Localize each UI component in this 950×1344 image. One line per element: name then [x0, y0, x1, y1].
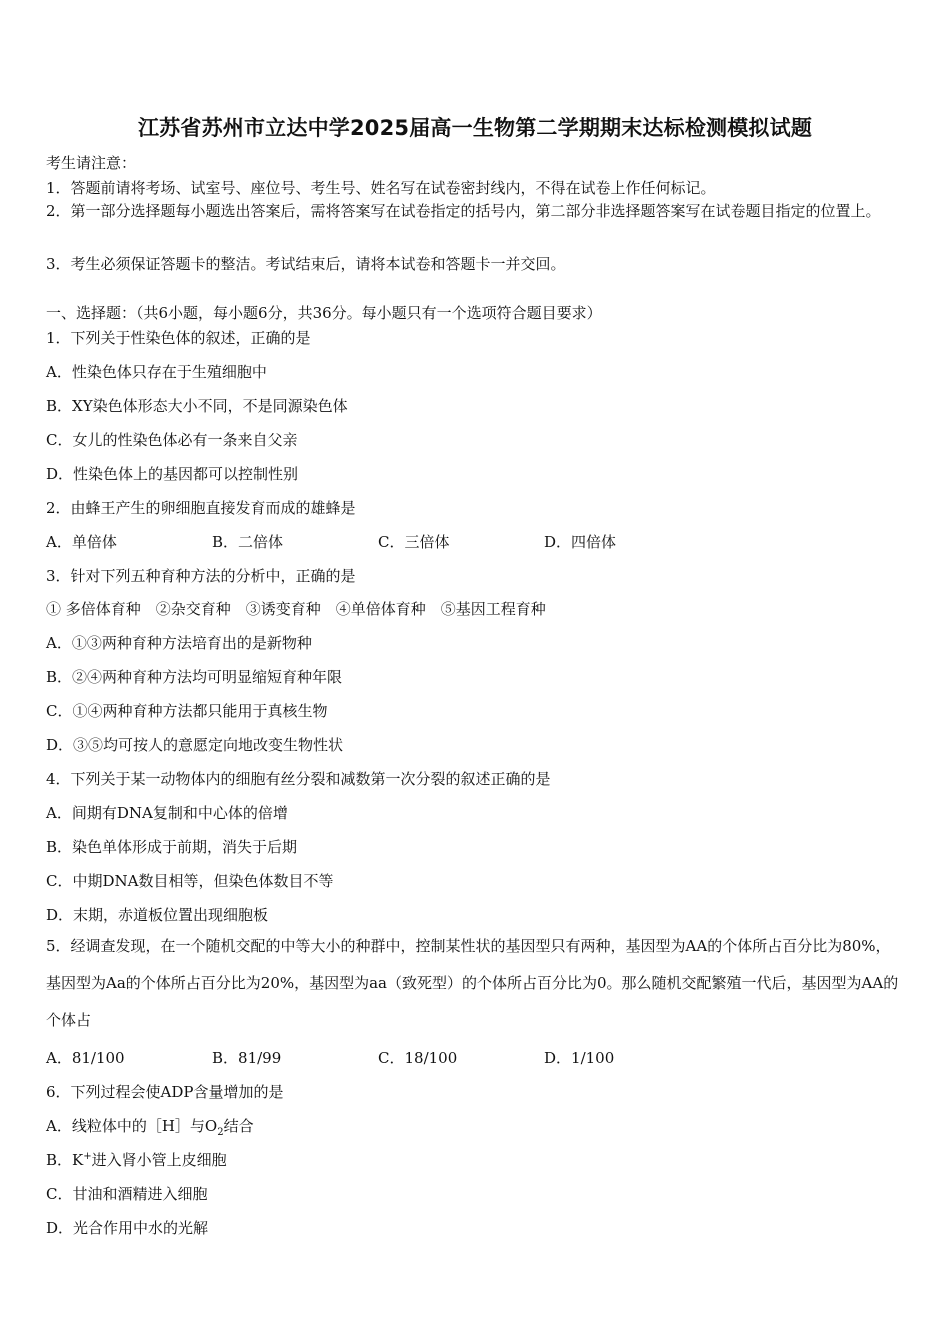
question-5-options — [46, 1047, 906, 1068]
question-5-stem: 5．经调查发现，在一个随机交配的中等大小的种群中，控制某性状的基因型只有两种，基因型为AA的个体所占百分比为80%，基因型为Aa的个体所占百分比为20%，基因型为aa（致死型）的个体所占百分比为0。那么随机交配繁殖一代后，基因型为AA的个体占 — [46, 937, 899, 1029]
question-5-option-a: A．81/100 — [46, 1049, 125, 1067]
question-3-option-c: C．①④两种育种方法都只能用于真核生物 — [46, 702, 328, 720]
page-title: 江苏省苏州市立达中学2025届高一生物第二学期期末达标检测模拟试题 — [137, 116, 813, 140]
question-6-option-b-tail: 进入肾小管上皮细胞 — [91, 1151, 227, 1169]
question-1-option-b: B．XY染色体形态大小不同，不是同源染色体 — [46, 397, 348, 415]
question-4-option-a: A．间期有DNA复制和中心体的倍增 — [46, 804, 288, 822]
question-4-option-d: D．末期，赤道板位置出现细胞板 — [46, 906, 269, 924]
question-2-option-b: B．二倍体 — [212, 533, 284, 551]
question-1-option-a: A．性染色体只存在于生殖细胞中 — [46, 363, 267, 381]
question-5-option-d: D．1/100 — [544, 1049, 615, 1067]
question-4-option-c: C．中期DNA数目相等，但染色体数目不等 — [46, 872, 334, 890]
question-6-option-a-tail: 结合 — [223, 1117, 254, 1135]
question-4-option-b: B．染色单体形成于前期，消失于后期 — [46, 838, 298, 856]
question-2-option-d: D．四倍体 — [544, 533, 617, 551]
question-6-option-b — [46, 1149, 227, 1170]
question-2-stem: 2．由蜂王产生的卵细胞直接发育而成的雄蜂是 — [46, 499, 356, 517]
question-6-option-a — [46, 1115, 254, 1138]
notice-heading: 考生请注意： — [46, 154, 137, 172]
section-heading: 一、选择题：（共6小题，每小题6分，共36分。每小题只有一个选项符合题目要求） — [46, 304, 602, 322]
question-6-option-a-subscript: 2 — [217, 1127, 224, 1138]
question-2-options — [46, 531, 906, 552]
question-1-stem: 1．下列关于性染色体的叙述，正确的是 — [46, 329, 311, 347]
notice-item-3: 3．考生必须保证答题卡的整洁。考试结束后，请将本试卷和答题卡一并交回。 — [46, 255, 566, 273]
question-3-option-a: A．①③两种育种方法培育出的是新物种 — [46, 634, 312, 652]
question-4-stem: 4．下列关于某一动物体内的细胞有丝分裂和减数第一次分裂的叙述正确的是 — [46, 770, 551, 788]
question-6-option-d: D．光合作用中水的光解 — [46, 1219, 209, 1237]
question-5-option-b: B．81/99 — [212, 1049, 282, 1067]
question-1-option-d: D．性染色体上的基因都可以控制性别 — [46, 465, 299, 483]
question-6-option-b-text: B．K — [46, 1151, 84, 1169]
question-1-option-c: C．女儿的性染色体必有一条来自父亲 — [46, 431, 298, 449]
question-6-option-a-text: A．线粒体中的［H］与O — [46, 1117, 218, 1135]
question-3-option-d: D．③⑤均可按人的意愿定向地改变生物性状 — [46, 736, 344, 754]
question-6-option-c: C．甘油和酒精进入细胞 — [46, 1185, 208, 1203]
question-5-option-c: C．18/100 — [378, 1049, 458, 1067]
question-6-stem: 6．下列过程会使ADP含量增加的是 — [46, 1083, 284, 1101]
question-3-methods: ① 多倍体育种 ②杂交育种 ③诱变育种 ④单倍体育种 ⑤基因工程育种 — [46, 600, 546, 618]
notice-item-1: 1．答题前请将考场、试室号、座位号、考生号、姓名写在试卷密封线内，不得在试卷上作任何标记。 — [46, 179, 716, 197]
question-6-option-b-superscript: + — [83, 1151, 92, 1162]
question-3-option-b: B．②④两种育种方法均可明显缩短育种年限 — [46, 668, 343, 686]
question-2-option-c: C．三倍体 — [378, 533, 450, 551]
question-2-option-a: A．单倍体 — [46, 533, 117, 551]
notice-item-2: 2．第一部分选择题每小题选出答案后，需将答案写在试卷指定的括号内，第二部分非选择题答案写在试卷题目指定的位置上。 — [46, 202, 881, 220]
question-3-stem: 3．针对下列五种育种方法的分析中，正确的是 — [46, 567, 356, 585]
